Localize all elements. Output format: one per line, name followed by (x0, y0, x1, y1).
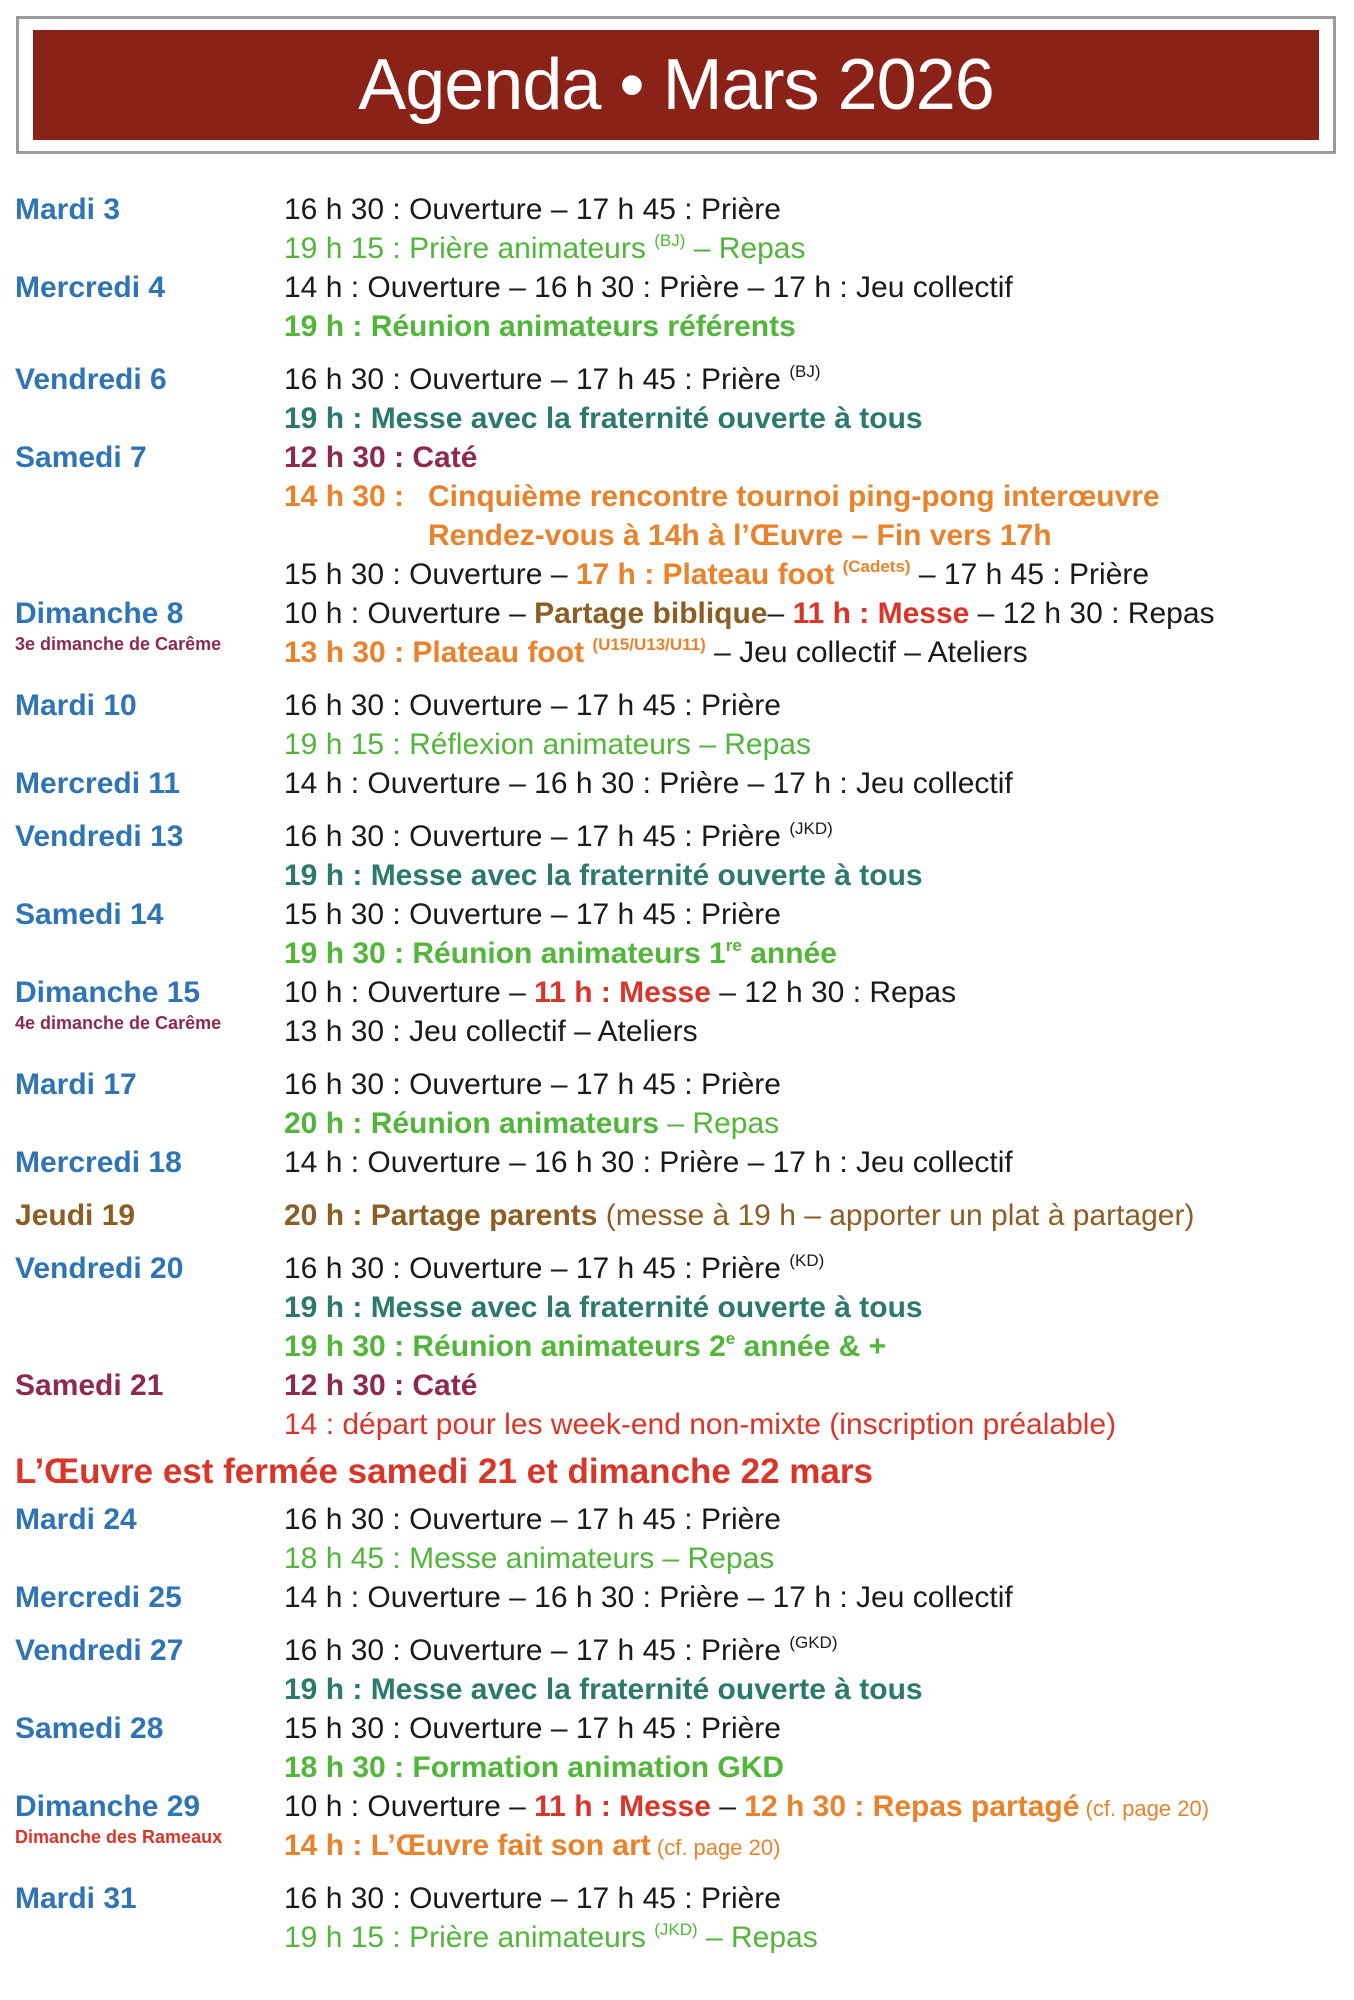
event-text: Rendez-vous à 14h à l’Œuvre – Fin vers 17h (428, 519, 1052, 552)
event-text: 14 h : Ouverture – 16 h 30 : Prière – 17 h : Jeu collectif (284, 271, 1013, 304)
agenda-row (0, 1539, 1354, 1578)
agenda-list (0, 190, 1354, 1957)
event-text: 19 h : Messe avec la fraternité ouverte à tous (284, 1291, 923, 1324)
tag: (BJ) (654, 231, 686, 250)
event-text: 12 h 30 : Caté (284, 441, 478, 474)
title-banner (33, 30, 1319, 140)
day-label: Jeudi 19 (15, 1199, 136, 1232)
event-text: 14 h 30 : (284, 480, 405, 513)
agenda-row (0, 477, 1354, 516)
agenda-row (0, 934, 1354, 973)
agenda-row (0, 438, 1354, 477)
event-text: 12 h 30 : Caté (284, 1369, 478, 1402)
event-text: 16 h 30 : Ouverture – 17 h 45 : Prière (284, 1503, 781, 1536)
day-label: Mercredi 4 (15, 271, 166, 304)
day-label: Samedi 28 (15, 1712, 164, 1745)
event-text: 15 h 30 : Ouverture – 17 h 45 : Prière (284, 1712, 781, 1745)
day-label: Dimanche 29 (15, 1790, 201, 1823)
day-label: Samedi 21 (15, 1369, 164, 1402)
agenda-row (0, 1500, 1354, 1539)
liturgical-note: 4e dimanche de Carême (15, 1013, 222, 1033)
tag: (U15/U13/U11) (592, 635, 706, 654)
agenda-row (0, 1826, 1354, 1865)
agenda-row (0, 1249, 1354, 1288)
day-label: Mercredi 11 (15, 767, 181, 800)
event-text: 20 h : Partage parents (messe à 19 h – apporter un plat à partager) (284, 1199, 1195, 1232)
event-text: 16 h 30 : Ouverture – 17 h 45 : Prière (284, 193, 781, 226)
agenda-row (0, 725, 1354, 764)
tag: (BJ) (789, 362, 821, 381)
event-text: 15 h 30 : Ouverture – 17 h : Plateau foot $^{(Cadets)}$ – 17 h 45 : Prière (284, 557, 1150, 591)
day-label: Mardi 24 (15, 1503, 137, 1536)
day-label: Mardi 17 (15, 1068, 137, 1101)
agenda-row (0, 817, 1354, 856)
event-text: 16 h 30 : Ouverture – 17 h 45 : Prière $^{(BJ)}$ (284, 362, 821, 396)
agenda-row (0, 1327, 1354, 1366)
event-text: 13 h 30 : Plateau foot $^{(U15/U13/U11)}$ – Jeu collectif – Ateliers (284, 635, 1028, 669)
liturgical-note: Dimanche des Rameaux (15, 1827, 223, 1847)
day-label: Vendredi 20 (15, 1252, 184, 1285)
event-text: 14 h : Ouverture – 16 h 30 : Prière – 17 h : Jeu collectif (284, 1581, 1013, 1614)
liturgical-note: 3e dimanche de Carême (15, 634, 222, 654)
event-text: 10 h : Ouverture – 11 h : Messe – 12 h 30 : Repas (284, 976, 957, 1009)
agenda-row (0, 633, 1354, 672)
event-text: 16 h 30 : Ouverture – 17 h 45 : Prière $^{(KD)}$ (284, 1251, 825, 1285)
agenda-row (0, 1631, 1354, 1670)
event-text: Cinquième rencontre tournoi ping-pong interœuvre (428, 480, 1160, 513)
event-text: 16 h 30 : Ouverture – 17 h 45 : Prière (284, 689, 781, 722)
event-text: 16 h 30 : Ouverture – 17 h 45 : Prière (284, 1882, 781, 1915)
event-text: 19 h 15 : Réflexion animateurs – Repas (284, 728, 811, 761)
tag: (JKD) (654, 1920, 698, 1939)
day-label: Vendredi 6 (15, 363, 167, 396)
day-label: Mardi 10 (15, 689, 137, 722)
day-label: Vendredi 13 (15, 820, 184, 853)
day-label: Dimanche 8 (15, 597, 184, 630)
day-label: Mardi 3 (15, 193, 121, 226)
event-text: 19 h : Réunion animateurs référents (284, 310, 796, 343)
agenda-row (0, 1288, 1354, 1327)
event-text: 19 h : Messe avec la fraternité ouverte à tous (284, 402, 923, 435)
agenda-row (0, 190, 1354, 229)
event-text: 18 h 45 : Messe animateurs – Repas (284, 1542, 775, 1575)
event-text: 19 h : Messe avec la fraternité ouverte à tous (284, 859, 923, 892)
event-text: 13 h 30 : Jeu collectif – Ateliers (284, 1015, 698, 1048)
agenda-row (0, 1578, 1354, 1617)
event-text: 16 h 30 : Ouverture – 17 h 45 : Prière $^{(GKD)}$ (284, 1633, 838, 1667)
agenda-row (0, 268, 1354, 307)
agenda-row (0, 1879, 1354, 1918)
event-text: 18 h 30 : Formation animation GKD (284, 1751, 785, 1784)
agenda-row (0, 1104, 1354, 1143)
tag: (GKD) (789, 1633, 838, 1652)
event-text: 16 h 30 : Ouverture – 17 h 45 : Prière $^{(JKD)}$ (284, 819, 833, 853)
event-text: 14 h : Ouverture – 16 h 30 : Prière – 17 h : Jeu collectif (284, 767, 1013, 800)
agenda-row (0, 1709, 1354, 1748)
day-label: Mardi 31 (15, 1882, 137, 1915)
event-text: 19 h : Messe avec la fraternité ouverte à tous (284, 1673, 923, 1706)
agenda-row (0, 1065, 1354, 1104)
tag: (JKD) (789, 819, 833, 838)
day-label: Samedi 7 (15, 441, 147, 474)
agenda-row (0, 686, 1354, 725)
agenda-row (0, 856, 1354, 895)
agenda-row (0, 1143, 1354, 1182)
agenda-row (0, 1366, 1354, 1405)
agenda-row (0, 1405, 1354, 1444)
agenda-row (0, 555, 1354, 594)
event-text: 10 h : Ouverture – 11 h : Messe – 12 h 30 : Repas partagé (cf. page 20) (284, 1790, 1210, 1823)
agenda-row (0, 229, 1354, 268)
event-text: 14 h : L’Œuvre fait son art (cf. page 20) (284, 1829, 781, 1862)
agenda-row (0, 516, 1354, 555)
title-banner-frame (16, 16, 1336, 154)
event-text: 15 h 30 : Ouverture – 17 h 45 : Prière (284, 898, 781, 931)
agenda-row (0, 764, 1354, 803)
event-text: 14 h : Ouverture – 16 h 30 : Prière – 17 h : Jeu collectif (284, 1146, 1013, 1179)
agenda-row (0, 895, 1354, 934)
tag: (KD) (789, 1251, 825, 1270)
day-label: Vendredi 27 (15, 1634, 184, 1667)
tag: (Cadets) (842, 557, 911, 576)
event-text: 19 h 15 : Prière animateurs $^{(JKD)}$ – Repas (284, 1920, 818, 1954)
agenda-row (0, 399, 1354, 438)
event-text: 19 h 15 : Prière animateurs $^{(BJ)}$ – Repas (284, 231, 806, 265)
event-text: 20 h : Réunion animateurs – Repas (284, 1107, 780, 1140)
event-text: 16 h 30 : Ouverture – 17 h 45 : Prière (284, 1068, 781, 1101)
agenda-row (0, 307, 1354, 346)
event-text: 10 h : Ouverture – Partage biblique– 11 h : Messe – 12 h 30 : Repas (284, 597, 1215, 630)
day-label: Mercredi 25 (15, 1581, 182, 1614)
event-text: 19 h 30 : Réunion animateurs 1re année (284, 936, 837, 970)
agenda-row (0, 1748, 1354, 1787)
event-text: 14 : départ pour les week-end non-mixte (inscription préalable) (284, 1408, 1117, 1441)
day-label: Samedi 14 (15, 898, 164, 931)
agenda-row (0, 1196, 1354, 1235)
agenda-row (0, 1670, 1354, 1709)
day-label: Mercredi 18 (15, 1146, 182, 1179)
agenda-row (0, 1444, 1354, 1500)
event-text: 19 h 30 : Réunion animateurs 2e année & + (284, 1329, 887, 1363)
agenda-row (0, 1918, 1354, 1957)
day-label: Dimanche 15 (15, 976, 201, 1009)
page-title: Agenda • Mars 2026 (358, 45, 994, 125)
agenda-row (0, 1012, 1354, 1051)
closure-notice: L’Œuvre est fermée samedi 21 et dimanche 22 mars (15, 1452, 873, 1491)
agenda-row (0, 360, 1354, 399)
